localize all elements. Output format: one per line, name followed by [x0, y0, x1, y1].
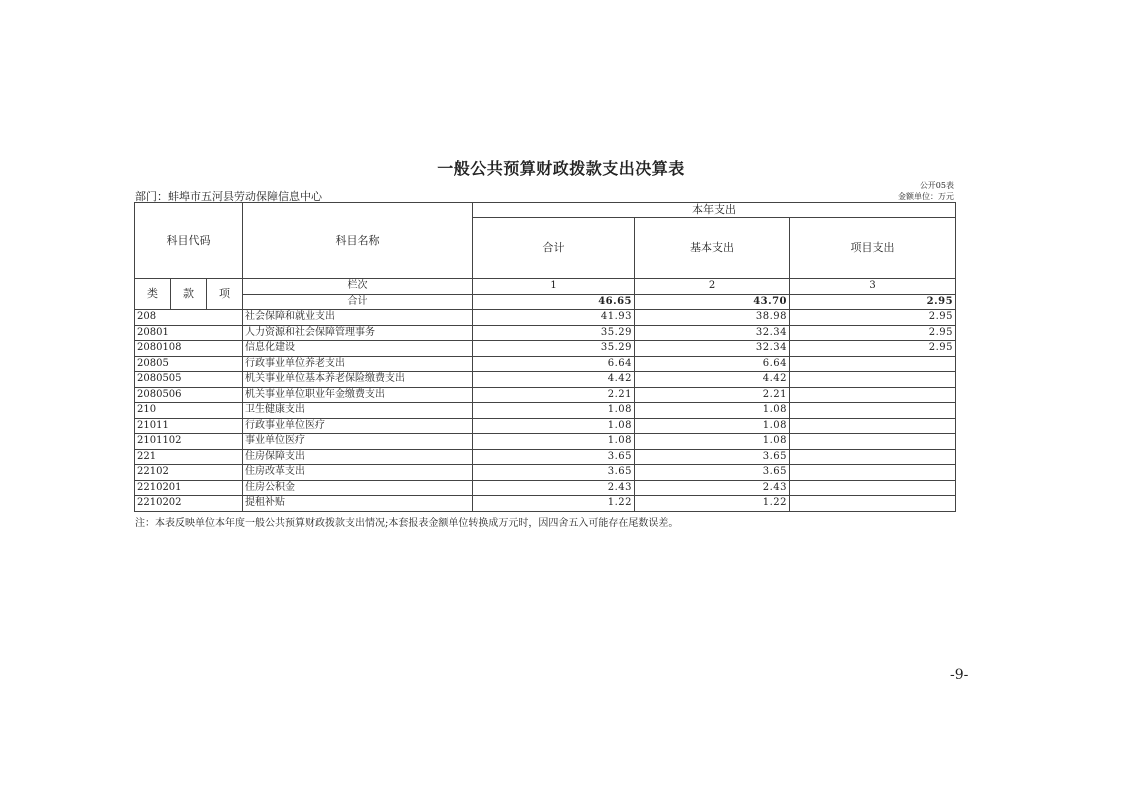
project-cell: 2.95 [790, 310, 956, 326]
total-row-basic: 43.70 [635, 294, 790, 310]
project-cell: 2.95 [790, 341, 956, 357]
project-header: 项目支出 [790, 218, 956, 279]
basic-cell: 3.65 [635, 449, 790, 465]
subject-name-cell: 机关事业单位职业年金缴费支出 [243, 387, 473, 403]
basic-cell: 1.22 [635, 496, 790, 512]
total-cell: 1.08 [473, 434, 635, 450]
total-cell: 4.42 [473, 372, 635, 388]
total-cell: 6.64 [473, 356, 635, 372]
subject-name-header: 科目名称 [243, 203, 473, 279]
basic-cell: 1.08 [635, 418, 790, 434]
total-cell: 35.29 [473, 325, 635, 341]
basic-cell: 32.34 [635, 325, 790, 341]
subject-name-cell: 信息化建设 [243, 341, 473, 357]
total-cell: 1.08 [473, 418, 635, 434]
expense-table [134, 202, 956, 512]
kuan-header: 款 [171, 279, 207, 310]
total-row-project: 2.95 [790, 294, 956, 310]
xiang-header: 项 [207, 279, 243, 310]
subject-name-cell: 行政事业单位医疗 [243, 418, 473, 434]
table-row [135, 372, 956, 388]
subject-name-cell: 住房改革支出 [243, 465, 473, 481]
page-number: -9- [950, 667, 969, 683]
table-row [135, 341, 956, 357]
project-cell [790, 356, 956, 372]
subject-name-cell: 住房保障支出 [243, 449, 473, 465]
project-cell [790, 372, 956, 388]
basic-cell: 1.08 [635, 434, 790, 450]
basic-cell: 4.42 [635, 372, 790, 388]
page-title: 一般公共预算财政拨款支出决算表 [437, 159, 685, 178]
table-row [135, 325, 956, 341]
subject-code-cell: 2080108 [135, 341, 243, 357]
project-cell [790, 496, 956, 512]
col-index-3: 3 [790, 279, 956, 295]
project-cell [790, 418, 956, 434]
total-cell: 35.29 [473, 341, 635, 357]
total-row-label: 合计 [243, 294, 473, 310]
col-index-2: 2 [635, 279, 790, 295]
year-expense-header: 本年支出 [473, 203, 956, 218]
total-header: 合计 [473, 218, 635, 279]
lei-header: 类 [135, 279, 171, 310]
subject-name-cell: 住房公积金 [243, 480, 473, 496]
subject-code-cell: 20805 [135, 356, 243, 372]
subject-code-cell: 208 [135, 310, 243, 326]
subject-code-cell: 22102 [135, 465, 243, 481]
subject-name-cell: 社会保障和就业支出 [243, 310, 473, 326]
subject-name-cell: 人力资源和社会保障管理事务 [243, 325, 473, 341]
total-cell: 3.65 [473, 449, 635, 465]
table-row [135, 496, 956, 512]
subject-name-cell: 卫生健康支出 [243, 403, 473, 419]
subject-code-cell: 221 [135, 449, 243, 465]
basic-cell: 38.98 [635, 310, 790, 326]
subject-code-cell: 2101102 [135, 434, 243, 450]
subject-code-cell: 2080505 [135, 372, 243, 388]
department-label: 部门：蚌埠市五河县劳动保障信息中心 [135, 190, 322, 203]
subject-name-cell: 行政事业单位养老支出 [243, 356, 473, 372]
basic-cell: 2.43 [635, 480, 790, 496]
subject-code-cell: 20801 [135, 325, 243, 341]
basic-cell: 32.34 [635, 341, 790, 357]
subject-code-cell: 210 [135, 403, 243, 419]
col-index-1: 1 [473, 279, 635, 295]
basic-cell: 2.21 [635, 387, 790, 403]
total-cell: 2.21 [473, 387, 635, 403]
table-row [135, 403, 956, 419]
basic-cell: 3.65 [635, 465, 790, 481]
subject-name-cell: 提租补贴 [243, 496, 473, 512]
project-cell [790, 434, 956, 450]
subject-code-header: 科目代码 [135, 203, 243, 279]
subject-code-cell: 21011 [135, 418, 243, 434]
total-cell: 1.22 [473, 496, 635, 512]
subject-code-cell: 2210202 [135, 496, 243, 512]
project-cell: 2.95 [790, 325, 956, 341]
basic-cell: 6.64 [635, 356, 790, 372]
basic-header: 基本支出 [635, 218, 790, 279]
subject-code-cell: 2080506 [135, 387, 243, 403]
project-cell [790, 480, 956, 496]
column-label: 栏次 [243, 279, 473, 295]
project-cell [790, 449, 956, 465]
table-row [135, 310, 956, 326]
table-row [135, 418, 956, 434]
total-row-total: 46.65 [473, 294, 635, 310]
total-cell: 2.43 [473, 480, 635, 496]
table-row [135, 465, 956, 481]
amount-unit: 金额单位：万元 [898, 192, 954, 201]
form-number: 公开05表 [919, 181, 954, 190]
total-cell: 41.93 [473, 310, 635, 326]
subject-name-cell: 事业单位医疗 [243, 434, 473, 450]
project-cell [790, 403, 956, 419]
project-cell [790, 387, 956, 403]
project-cell [790, 465, 956, 481]
table-row [135, 434, 956, 450]
table-row [135, 387, 956, 403]
total-cell: 1.08 [473, 403, 635, 419]
table-row [135, 480, 956, 496]
total-cell: 3.65 [473, 465, 635, 481]
subject-code-cell: 2210201 [135, 480, 243, 496]
table-note: 注：本表反映单位本年度一般公共预算财政拨款支出情况;本套报表金额单位转换成万元时，因四舍五入可能存在尾数误差。 [135, 518, 679, 529]
table-row [135, 356, 956, 372]
subject-name-cell: 机关事业单位基本养老保险缴费支出 [243, 372, 473, 388]
basic-cell: 1.08 [635, 403, 790, 419]
table-row [135, 449, 956, 465]
